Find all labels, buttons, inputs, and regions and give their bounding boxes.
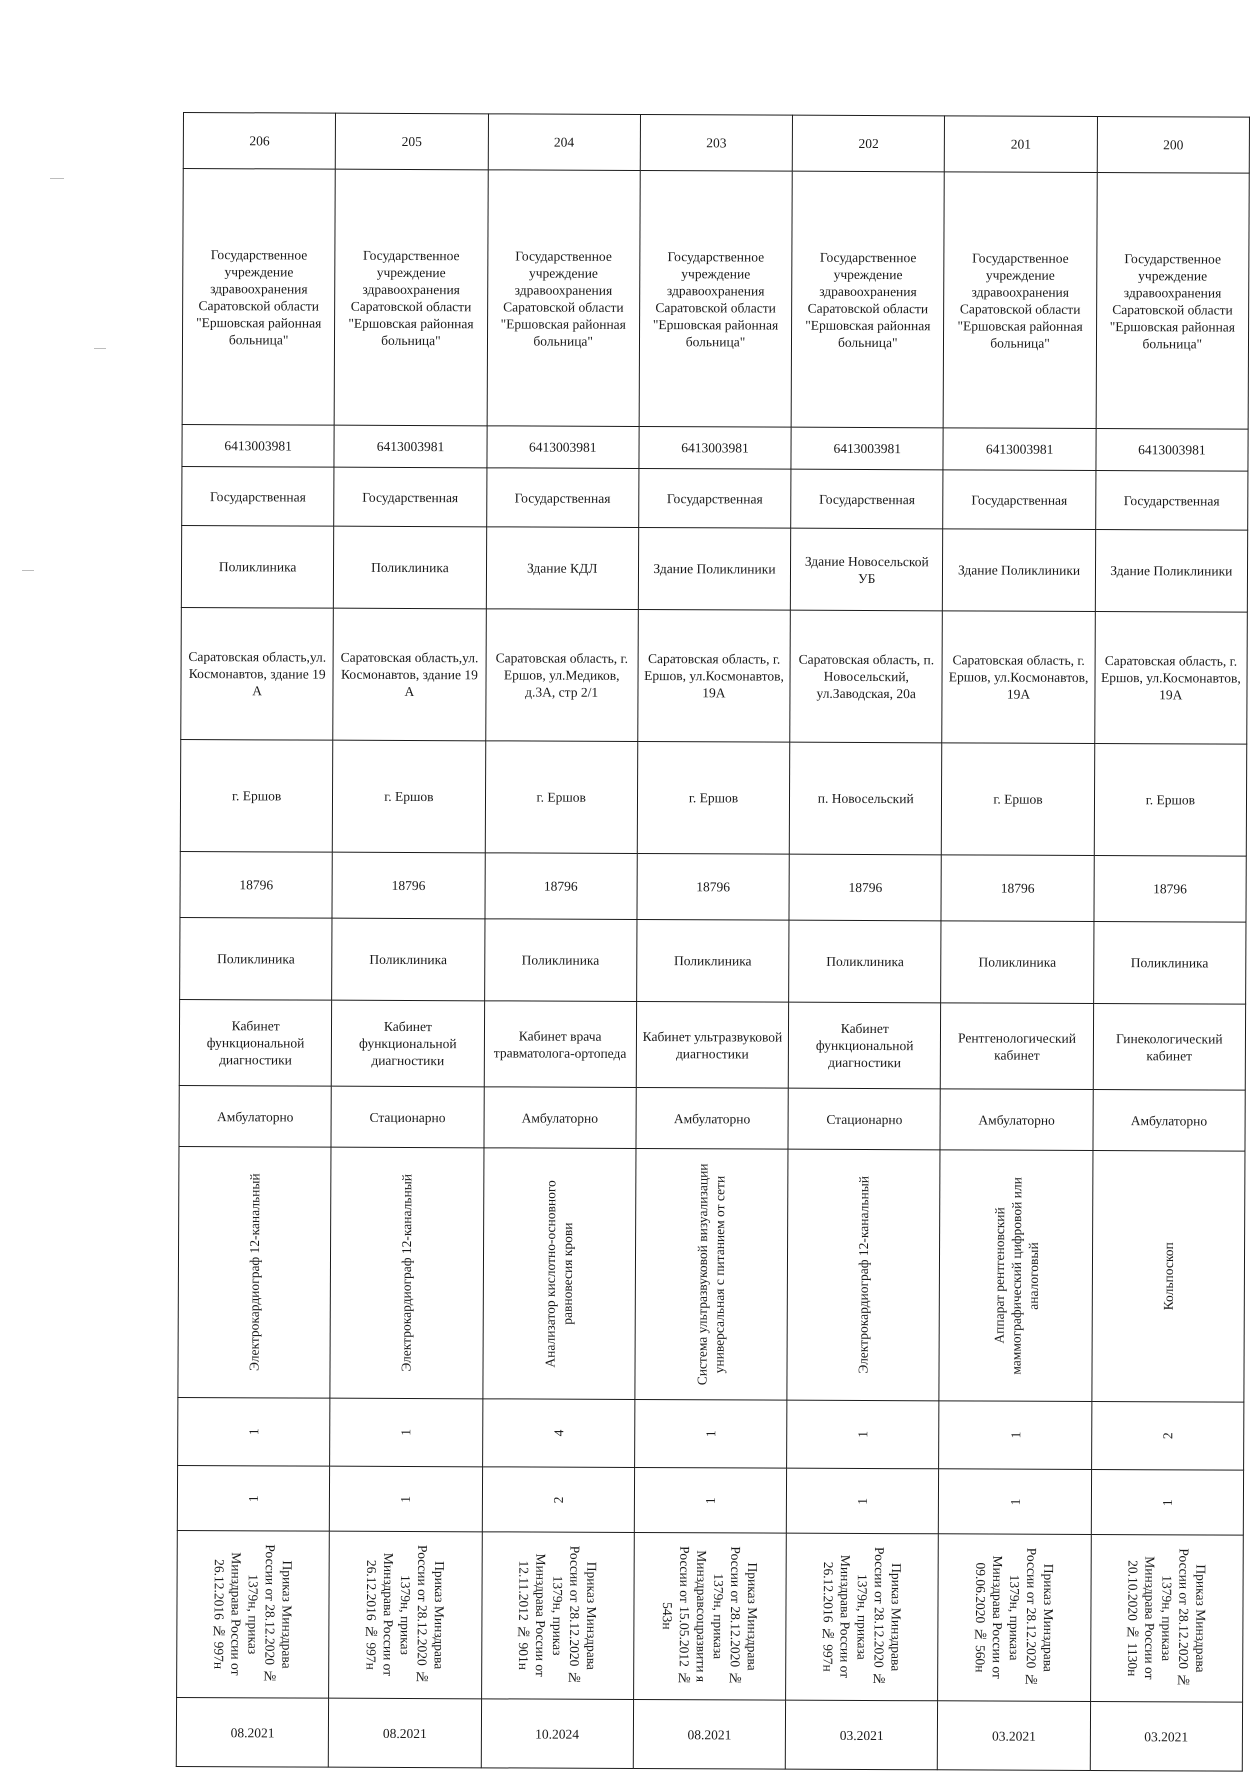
code-text: 18796 bbox=[848, 879, 883, 896]
cell-care bbox=[940, 1089, 1093, 1151]
ownership-text: Государственная bbox=[362, 489, 459, 505]
ownership-text: Государственная bbox=[666, 490, 763, 507]
cell-room bbox=[636, 1001, 789, 1088]
cell-org bbox=[182, 169, 335, 426]
address-text: Саратовская область,ул. Космонавтов, здание 19 А bbox=[340, 649, 479, 700]
row-date bbox=[176, 1697, 1242, 1771]
qty-b-text: 1 bbox=[398, 1495, 414, 1503]
scan-tick-mark bbox=[94, 348, 106, 349]
cell-code bbox=[789, 854, 942, 921]
cell-qty-b bbox=[482, 1467, 635, 1533]
cell-qty-b bbox=[786, 1468, 939, 1534]
cell-care bbox=[636, 1087, 789, 1149]
inn-text: 6413003981 bbox=[1138, 442, 1206, 458]
cell-qty-b bbox=[634, 1467, 787, 1533]
building-text: Здание Новосельской УБ bbox=[804, 553, 929, 586]
ownership-text: Государственная bbox=[971, 491, 1068, 508]
vertical-text-wrap bbox=[1097, 1160, 1239, 1393]
cell-order bbox=[177, 1530, 330, 1698]
vertical-text-wrap bbox=[640, 1409, 781, 1459]
cell-ownership bbox=[182, 466, 335, 526]
inn-text: 6413003981 bbox=[528, 439, 597, 455]
vertical-text-wrap bbox=[183, 1407, 324, 1457]
equipment-text: Электрокардиограф 12-канальный bbox=[246, 1173, 263, 1372]
order-text: Приказ Минздрава России от 28.12.2020 № 1379н, приказа Минздрава России от 20.10.2020 № 1130н bbox=[1125, 1548, 1209, 1688]
cell-order bbox=[329, 1531, 482, 1699]
cell-code bbox=[637, 853, 790, 920]
address-text: Саратовская область, г. Ершов, ул.Космонавтов, 19А bbox=[1100, 653, 1241, 703]
cell-inn bbox=[639, 426, 791, 469]
org-text: Государственное учреждение здравоохранения Саратовской области "Ершовская районная больница" bbox=[500, 247, 626, 349]
inn-text: 6413003981 bbox=[833, 440, 902, 457]
cell-num bbox=[336, 113, 489, 170]
cell-address bbox=[485, 609, 638, 742]
division-text: Поликлиника bbox=[673, 953, 752, 969]
cell-qty-a bbox=[178, 1397, 331, 1466]
code-text: 18796 bbox=[239, 877, 274, 893]
row-org bbox=[182, 169, 1249, 430]
inn-text: 6413003981 bbox=[224, 438, 292, 454]
cell-room bbox=[788, 1002, 941, 1089]
vertical-text-wrap bbox=[944, 1478, 1085, 1525]
row-room bbox=[179, 999, 1245, 1090]
row-order bbox=[177, 1530, 1244, 1702]
cell-qty-b bbox=[177, 1465, 330, 1531]
cell-num bbox=[1097, 116, 1250, 173]
cell-date bbox=[481, 1699, 634, 1769]
cell-care bbox=[1093, 1089, 1246, 1151]
cell-ownership bbox=[791, 469, 944, 529]
address-text: Саратовская область, г. Ершов, ул.Космонавтов, 19А bbox=[948, 652, 1089, 702]
cell-care bbox=[331, 1086, 484, 1148]
cell-ownership bbox=[639, 468, 792, 528]
vertical-text-wrap bbox=[639, 1542, 781, 1691]
org-text: Государственное учреждение здравоохранения Саратовской области "Ершовская районная больница" bbox=[1109, 250, 1236, 351]
cell-address bbox=[790, 610, 943, 743]
cell-equipment bbox=[178, 1146, 331, 1398]
building-text: Поликлиника bbox=[218, 559, 297, 575]
equipment-text: Система ультразвуковой визуализации универсальная с питанием от сети bbox=[694, 1163, 728, 1386]
cell-building bbox=[638, 527, 791, 610]
vertical-text-wrap bbox=[334, 1541, 476, 1690]
vertical-text-wrap bbox=[488, 1157, 630, 1390]
address-text: Саратовская область, г. Ершов, ул.Космонавтов, 19А bbox=[644, 651, 784, 701]
division-text: Поликлиника bbox=[978, 954, 1057, 970]
room-text: Кабинет функциональной диагностики bbox=[206, 1018, 305, 1068]
room-text: Рентгенологический кабинет bbox=[957, 1029, 1077, 1063]
division-text: Поликлиника bbox=[369, 951, 448, 968]
cell-building bbox=[181, 525, 334, 608]
inn-text: 6413003981 bbox=[985, 441, 1054, 457]
building-text: Здание Поликлиники bbox=[1110, 563, 1233, 579]
order-text: Приказ Минздрава России от 28.12.2020 № 1379н, приказ Минздрава России от 26.12.2016 № 997н bbox=[211, 1544, 295, 1684]
cell-date bbox=[176, 1697, 329, 1767]
cell-org bbox=[1096, 172, 1249, 429]
row-num bbox=[183, 113, 1249, 174]
qty-a-text: 1 bbox=[246, 1428, 262, 1436]
cell-order bbox=[786, 1533, 939, 1701]
care-text: Амбулаторно bbox=[1130, 1112, 1208, 1128]
cell-room bbox=[484, 1001, 637, 1088]
address-text: Саратовская область, п. Новосельский, ул.Заводская, 20а bbox=[798, 651, 935, 702]
building-text: Здание Поликлиники bbox=[957, 562, 1081, 578]
cell-date bbox=[1090, 1701, 1243, 1771]
cell-code bbox=[332, 852, 485, 919]
room-text: Кабинет врача травматолога-ортопеда bbox=[493, 1027, 627, 1061]
cell-num bbox=[792, 115, 945, 172]
cell-division bbox=[941, 921, 1094, 1004]
cell-ownership bbox=[486, 468, 639, 528]
vertical-text-wrap bbox=[335, 1476, 476, 1523]
order-text: Приказ Минздрава России от 28.12.2020 № 1379н, приказа Минздравсоцразвити я России от 15.05.2012 № 543н bbox=[659, 1546, 761, 1686]
row-division bbox=[180, 917, 1246, 1004]
room-text: Кабинет функциональной диагностики bbox=[815, 1020, 914, 1071]
qty-a-text: 1 bbox=[1007, 1431, 1023, 1439]
cell-date bbox=[938, 1701, 1091, 1771]
ownership-text: Государственная bbox=[1123, 492, 1220, 509]
care-text: Стационарно bbox=[369, 1109, 446, 1125]
equipment-text: Анализатор кислотно-основного равновесия крови bbox=[542, 1179, 576, 1368]
cell-settlement bbox=[1094, 743, 1247, 856]
scan-tick-mark bbox=[22, 570, 34, 571]
row-settlement bbox=[180, 739, 1246, 856]
date-text: 08.2021 bbox=[687, 1726, 732, 1742]
cell-code bbox=[941, 855, 1094, 922]
code-text: 18796 bbox=[1153, 881, 1187, 897]
ownership-text: Государственная bbox=[514, 489, 611, 506]
settlement-text: г. Ершов bbox=[1145, 792, 1196, 808]
cell-qty-a bbox=[330, 1398, 483, 1467]
cell-qty-a bbox=[482, 1399, 635, 1468]
vertical-text-wrap bbox=[792, 1478, 933, 1525]
cell-code bbox=[1094, 855, 1247, 922]
cell-order bbox=[938, 1534, 1091, 1702]
vertical-text-wrap bbox=[335, 1408, 476, 1458]
num-text: 205 bbox=[401, 133, 422, 150]
vertical-text-wrap bbox=[183, 1475, 324, 1522]
qty-b-text: 1 bbox=[1007, 1498, 1023, 1506]
cell-address bbox=[333, 608, 486, 741]
division-text: Поликлиника bbox=[217, 951, 295, 967]
cell-org bbox=[487, 170, 640, 427]
scan-tick-mark bbox=[50, 178, 64, 179]
cell-building bbox=[790, 528, 943, 611]
cell-address bbox=[638, 609, 791, 742]
row-building bbox=[181, 525, 1247, 612]
cell-num bbox=[945, 116, 1098, 173]
vertical-text-wrap bbox=[182, 1540, 324, 1689]
cell-division bbox=[180, 917, 333, 1000]
vertical-text-wrap bbox=[487, 1541, 629, 1690]
date-text: 08.2021 bbox=[230, 1724, 275, 1740]
cell-inn bbox=[487, 426, 639, 469]
vertical-text-wrap bbox=[791, 1543, 933, 1692]
ownership-text: Государственная bbox=[209, 488, 306, 505]
cell-ownership bbox=[334, 467, 487, 527]
num-text: 202 bbox=[858, 135, 879, 152]
cell-qty-b bbox=[330, 1466, 483, 1532]
cell-code bbox=[180, 851, 333, 918]
equipment-text: Кольпоскоп bbox=[1160, 1242, 1176, 1311]
cell-address bbox=[181, 607, 334, 740]
vertical-text-wrap bbox=[640, 1158, 782, 1391]
org-text: Государственное учреждение здравоохранения Саратовской области "Ершовская районная больница" bbox=[196, 246, 322, 347]
cell-room bbox=[941, 1003, 1094, 1090]
cell-num bbox=[488, 114, 641, 171]
cell-building bbox=[1095, 529, 1248, 612]
cell-ownership bbox=[943, 470, 1096, 530]
cell-settlement bbox=[180, 739, 333, 852]
qty-b-text: 1 bbox=[246, 1494, 262, 1502]
row-equipment bbox=[178, 1146, 1245, 1402]
qty-b-text: 1 bbox=[1159, 1498, 1175, 1506]
vertical-text-wrap bbox=[944, 1543, 1086, 1692]
settlement-text: г. Ершов bbox=[688, 790, 739, 806]
cell-address bbox=[942, 611, 1095, 744]
vertical-text-wrap bbox=[792, 1410, 933, 1460]
settlement-text: г. Ершов bbox=[536, 789, 586, 805]
date-text: 03.2021 bbox=[1144, 1728, 1189, 1744]
order-text: Приказ Минздрава России от 28.12.2020 № 1379н, приказа Минздрава России от 09.06.2020 № 560н bbox=[972, 1548, 1057, 1688]
cell-building bbox=[486, 527, 639, 610]
vertical-text-wrap bbox=[1096, 1544, 1238, 1693]
row-qty-b bbox=[177, 1465, 1243, 1535]
cell-settlement bbox=[789, 742, 942, 855]
building-text: Здание Поликлиники bbox=[653, 561, 776, 577]
code-text: 18796 bbox=[543, 878, 578, 894]
num-text: 206 bbox=[249, 133, 270, 149]
cell-settlement bbox=[333, 740, 486, 853]
cell-equipment bbox=[1092, 1150, 1245, 1402]
settlement-text: г. Ершов bbox=[384, 788, 434, 805]
row-ownership bbox=[182, 466, 1248, 530]
division-text: Поликлиника bbox=[1130, 955, 1209, 971]
qty-b-text: 1 bbox=[855, 1497, 871, 1505]
order-text: Приказ Минздрава России от 28.12.2020 № 1379н, приказ Минздрава России от 26.12.2016 № 997н bbox=[363, 1545, 448, 1685]
date-text: 10.2024 bbox=[535, 1726, 580, 1742]
cell-building bbox=[943, 529, 1096, 612]
cell-org bbox=[944, 172, 1097, 429]
cell-building bbox=[334, 526, 487, 609]
registry-table bbox=[176, 112, 1250, 1772]
org-text: Государственное учреждение здравоохранения Саратовской области "Ершовская районная больница" bbox=[652, 248, 779, 349]
division-text: Поликлиника bbox=[521, 952, 600, 968]
qty-b-text: 1 bbox=[702, 1496, 718, 1504]
cell-care bbox=[179, 1085, 332, 1147]
cell-qty-a bbox=[787, 1400, 940, 1469]
equipment-text: Электрокардиограф 12-канальный bbox=[855, 1176, 872, 1374]
org-text: Государственное учреждение здравоохранения Саратовской области "Ершовская районная больница" bbox=[348, 247, 474, 348]
num-text: 204 bbox=[553, 134, 575, 150]
order-text: Приказ Минздрава России от 28.12.2020 № 1379н, приказ Минздрава России от 12.11.2012 № 901н bbox=[515, 1546, 600, 1686]
equipment-text: Аппарат рентгеновский маммографический цифровой или аналоговый bbox=[991, 1176, 1041, 1375]
cell-care bbox=[484, 1087, 637, 1149]
cell-division bbox=[1093, 921, 1246, 1004]
vertical-text-wrap bbox=[640, 1477, 781, 1524]
room-text: Кабинет ультразвуковой диагностики bbox=[642, 1028, 783, 1061]
cell-org bbox=[334, 169, 487, 426]
address-text: Саратовская область, г. Ершов, ул.Медиков, д.3А, стр 2/1 bbox=[495, 650, 628, 700]
cell-settlement bbox=[637, 741, 790, 854]
cell-org bbox=[791, 171, 944, 428]
vertical-text-wrap bbox=[945, 1159, 1087, 1392]
cell-division bbox=[332, 918, 485, 1001]
care-text: Стационарно bbox=[826, 1111, 903, 1127]
vertical-text-wrap bbox=[487, 1476, 628, 1523]
cell-code bbox=[485, 853, 638, 920]
row-qty-a bbox=[178, 1397, 1244, 1470]
num-text: 203 bbox=[706, 135, 727, 151]
care-text: Амбулаторно bbox=[978, 1111, 1055, 1128]
date-text: 03.2021 bbox=[992, 1728, 1036, 1744]
vertical-text-wrap bbox=[183, 1156, 325, 1389]
settlement-text: г. Ершов bbox=[993, 791, 1043, 807]
care-text: Амбулаторно bbox=[217, 1108, 294, 1124]
settlement-text: г. Ершов bbox=[231, 788, 282, 804]
cell-date bbox=[329, 1698, 482, 1768]
cell-qty-a bbox=[634, 1399, 787, 1468]
vertical-text-wrap bbox=[1097, 1479, 1239, 1526]
cell-qty-b bbox=[939, 1469, 1092, 1535]
cell-room bbox=[1093, 1003, 1246, 1090]
cell-equipment bbox=[787, 1149, 940, 1401]
cell-inn bbox=[791, 427, 943, 470]
cell-equipment bbox=[330, 1147, 483, 1399]
address-text: Саратовская область,ул. Космонавтов, здание 19 А bbox=[188, 649, 327, 699]
row-address bbox=[181, 607, 1248, 744]
cell-num bbox=[640, 114, 793, 171]
care-text: Амбулаторно bbox=[673, 1110, 751, 1126]
cell-ownership bbox=[1095, 470, 1248, 530]
ownership-text: Государственная bbox=[819, 491, 916, 507]
num-text: 201 bbox=[1010, 136, 1032, 152]
inn-text: 6413003981 bbox=[376, 438, 445, 455]
equipment-text: Электрокардиограф 12-канальный bbox=[398, 1174, 415, 1372]
cell-inn bbox=[182, 424, 334, 467]
cell-room bbox=[179, 999, 332, 1086]
num-text: 200 bbox=[1163, 137, 1184, 153]
cell-division bbox=[484, 919, 637, 1002]
cell-settlement bbox=[485, 741, 638, 854]
cell-qty-b bbox=[1091, 1469, 1244, 1535]
cell-date bbox=[785, 1700, 938, 1770]
vertical-text-wrap bbox=[336, 1157, 478, 1390]
cell-inn bbox=[1096, 428, 1248, 471]
row-inn bbox=[182, 424, 1248, 471]
date-text: 03.2021 bbox=[839, 1727, 884, 1743]
division-text: Поликлиника bbox=[826, 953, 904, 970]
cell-inn bbox=[334, 425, 486, 468]
inn-text: 6413003981 bbox=[681, 440, 749, 456]
qty-b-text: 2 bbox=[550, 1496, 566, 1504]
cell-settlement bbox=[942, 743, 1095, 856]
vertical-text-wrap bbox=[1097, 1411, 1239, 1461]
cell-inn bbox=[943, 428, 1095, 471]
cell-num bbox=[183, 113, 336, 170]
cell-order bbox=[1090, 1534, 1243, 1702]
cell-division bbox=[789, 920, 942, 1003]
room-text: Гинекологический кабинет bbox=[1115, 1030, 1223, 1063]
cell-qty-a bbox=[1091, 1401, 1244, 1470]
qty-a-text: 1 bbox=[398, 1429, 414, 1436]
vertical-text-wrap bbox=[793, 1159, 935, 1392]
cell-care bbox=[788, 1088, 941, 1150]
room-text: Кабинет функциональной диагностики bbox=[359, 1018, 457, 1069]
care-text: Амбулаторно bbox=[521, 1109, 599, 1126]
qty-a-text: 2 bbox=[1160, 1432, 1176, 1440]
cell-date bbox=[633, 1699, 786, 1769]
building-text: Здание КДЛ bbox=[526, 560, 598, 576]
cell-address bbox=[1094, 611, 1247, 744]
qty-a-text: 4 bbox=[550, 1429, 566, 1437]
cell-qty-a bbox=[939, 1401, 1092, 1470]
org-text: Государственное учреждение здравоохранения Саратовской области "Ершовская районная больница" bbox=[805, 249, 931, 350]
qty-a-text: 1 bbox=[855, 1431, 871, 1438]
code-text: 18796 bbox=[1000, 880, 1035, 896]
cell-org bbox=[639, 170, 792, 427]
row-code bbox=[180, 851, 1246, 922]
cell-equipment bbox=[482, 1148, 635, 1400]
order-text: Приказ Минздрава России от 28.12.2020 № 1379н, приказа Минздрава России от 26.12.2016 № 997н bbox=[820, 1547, 904, 1687]
building-text: Поликлиника bbox=[371, 559, 449, 576]
date-text: 08.2021 bbox=[382, 1725, 427, 1741]
settlement-text: п. Новосельский bbox=[817, 790, 914, 807]
org-text: Государственное учреждение здравоохранения Саратовской области "Ершовская районная больница" bbox=[957, 249, 1083, 351]
qty-a-text: 1 bbox=[703, 1430, 719, 1438]
cell-equipment bbox=[939, 1150, 1092, 1402]
code-text: 18796 bbox=[391, 877, 426, 894]
cell-room bbox=[332, 1000, 485, 1087]
cell-equipment bbox=[635, 1148, 788, 1400]
code-text: 18796 bbox=[696, 879, 731, 895]
cell-order bbox=[633, 1532, 786, 1700]
row-care bbox=[179, 1085, 1245, 1151]
cell-division bbox=[636, 919, 789, 1002]
vertical-text-wrap bbox=[488, 1408, 629, 1458]
vertical-text-wrap bbox=[945, 1410, 1086, 1460]
cell-order bbox=[481, 1532, 634, 1700]
